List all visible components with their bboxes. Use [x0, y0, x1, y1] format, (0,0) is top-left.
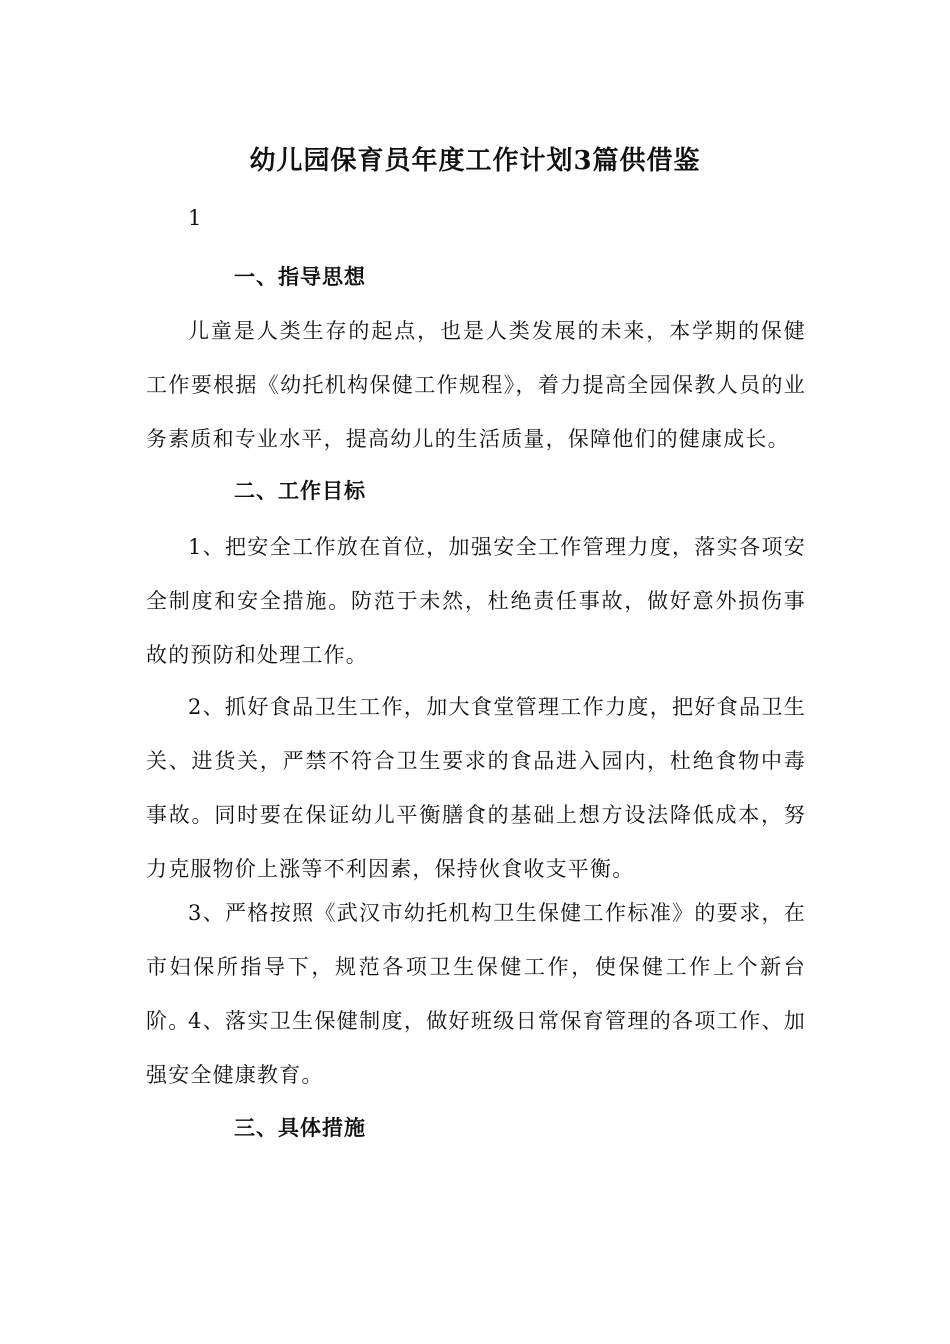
document-title: 幼儿园保育员年度工作计划3篇供借鉴 — [249, 146, 701, 176]
paragraph-goal-1: 1、把安全工作放在首位，加强安全工作管理力度，落实各项安全制度和安全措施。防范于未然，杜绝责任事故，做好意外损伤事故的预防和处理工作。 — [146, 535, 806, 667]
paragraph-guiding-thought: 儿童是人类生存的起点，也是人类发展的未来，本学期的保健工作要根据《幼托机构保健工作规程》，着力提高全园保教人员的业务素质和专业水平，提高幼儿的生活质量，保障他们的健康成长。 — [146, 319, 806, 451]
paragraph-goal-2: 2、抓好食品卫生工作，加大食堂管理工作力度，把好食品卫生关、进货关，严禁不符合卫生要求的食品进入园内，杜绝食物中毒事故。同时要在保证幼儿平衡膳食的基础上想方设法降低成本，努力克服物价上涨等不利因素，保持伙食收支平衡。 — [146, 695, 806, 881]
paragraph-goal-3: 3、严格按照《武汉市幼托机构卫生保健工作标准》的要求，在市妇保所指导下，规范各项卫生保健工作，使保健工作上个新台阶。 — [146, 901, 806, 1033]
section-heading-guiding-thought: 一、指导思想 — [234, 264, 366, 289]
section-heading-work-goals: 二、工作目标 — [234, 478, 366, 503]
section-heading-measures: 三、具体措施 — [234, 1115, 366, 1140]
page-number: 1 — [188, 206, 202, 230]
paragraph-goal-4: 4、落实卫生保健制度，做好班级日常保育管理的各项工作、加强安全健康教育。 — [146, 1009, 806, 1087]
